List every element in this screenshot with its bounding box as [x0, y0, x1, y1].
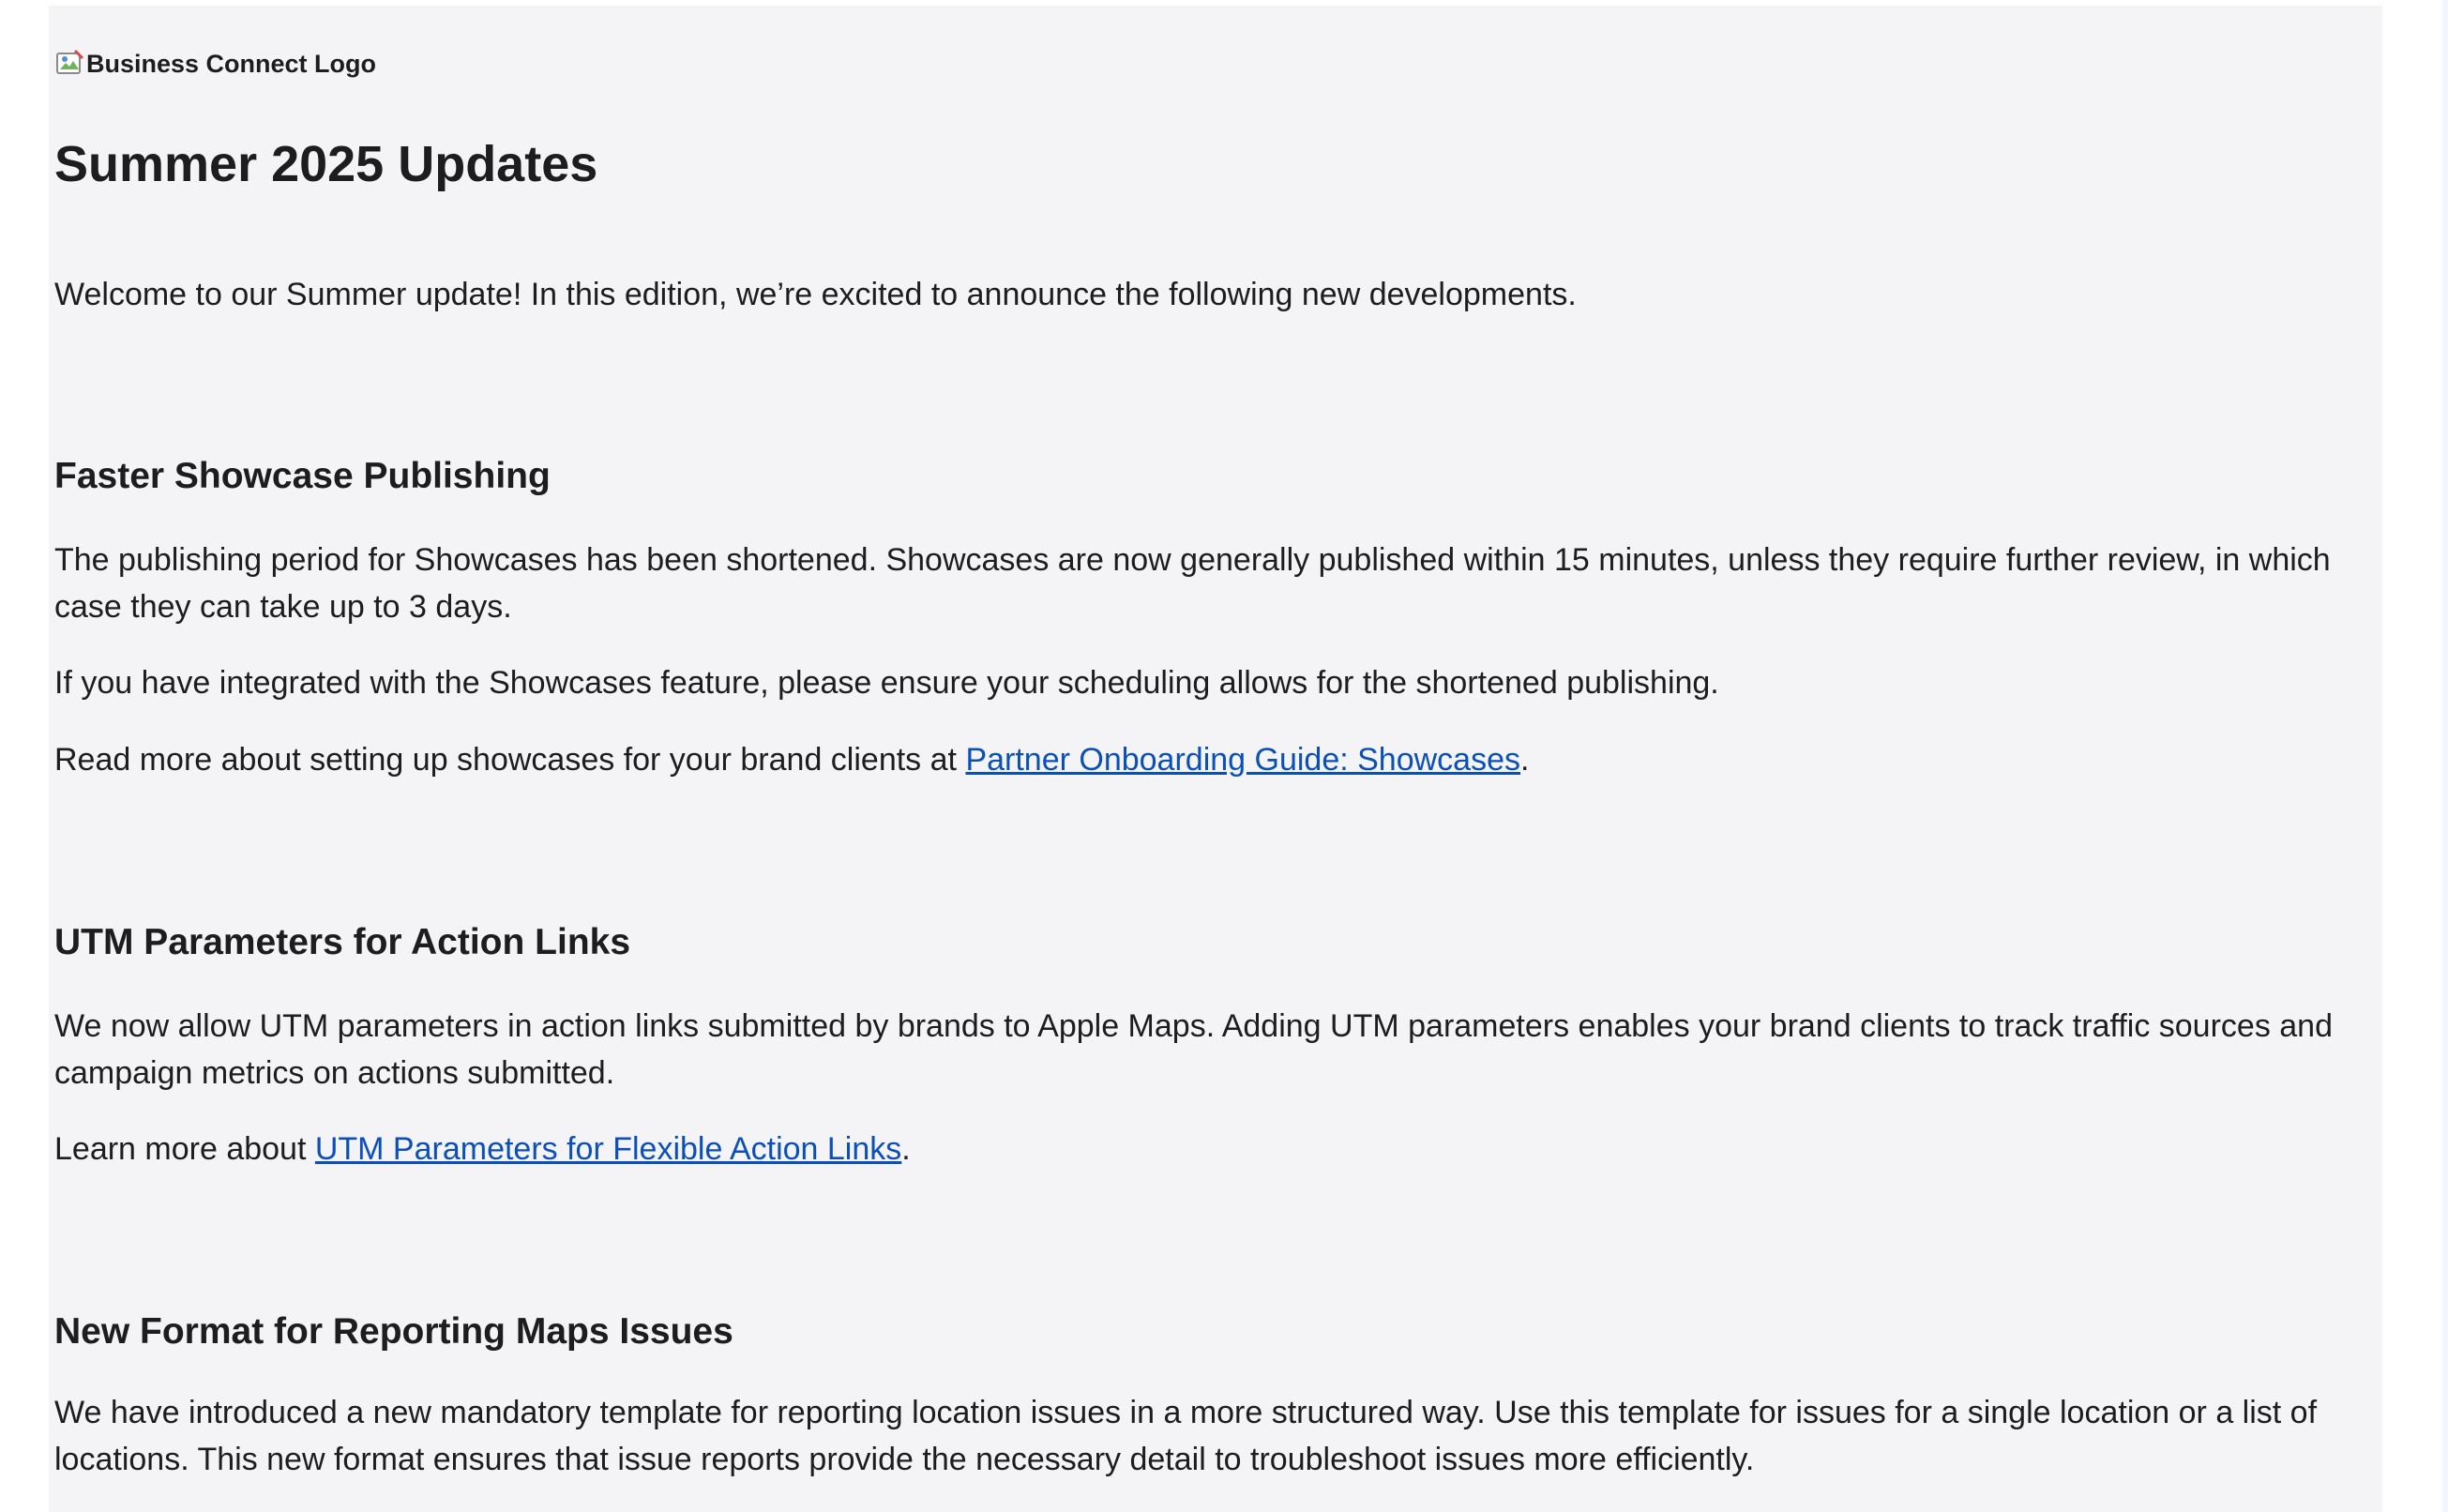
- section-2-paragraph-1: We now allow UTM parameters in action links submitted by brands to Apple Maps. Adding UTM parameters enables your brand clients to track traffic sources and campaign metrics on actions submitted.: [54, 1008, 2333, 1091]
- intro-paragraph: Welcome to our Summer update! In this edition, we’re excited to announce the following new developments.: [54, 277, 1577, 312]
- section-1-paragraph-2: If you have integrated with the Showcases feature, please ensure your scheduling allows for the shortened publishing.: [54, 665, 1719, 701]
- section-2-p2-prefix: Learn more about: [54, 1131, 315, 1167]
- partner-onboarding-guide-showcases-link[interactable]: Partner Onboarding Guide: Showcases: [965, 742, 1521, 778]
- section-title-reporting-maps-issues: New Format for Reporting Maps Issues: [54, 1311, 733, 1352]
- page-title: Summer 2025 Updates: [54, 136, 598, 192]
- broken-image-icon: [54, 49, 84, 79]
- utm-parameters-flexible-action-links-link[interactable]: UTM Parameters for Flexible Action Links: [314, 1131, 902, 1167]
- section-1-p3-suffix: .: [1520, 742, 1530, 778]
- section-title-utm-parameters: UTM Parameters for Action Links: [54, 922, 631, 962]
- section-3-paragraph-1: We have introduced a new mandatory template for reporting location issues in a more structured way. Use this template for issues for a single location or a list of locations. This new format ensures that issue reports provide the necessary detail to troubleshoot issues more efficiently.: [54, 1395, 2318, 1477]
- business-connect-logo: [54, 49, 376, 79]
- scrollbar-track[interactable]: [2442, 0, 2448, 1512]
- section-1-paragraph-3: [54, 736, 2343, 783]
- section-title-faster-showcase-publishing: Faster Showcase Publishing: [54, 456, 551, 496]
- section-2-paragraph-2: [54, 1126, 2343, 1172]
- section-1-paragraph-1: The publishing period for Showcases has been shortened. Showcases are now generally published within 15 minutes, unless they require further review, in which case they can take up to 3 days.: [54, 542, 2331, 625]
- logo-alt-text: Business Connect Logo: [86, 49, 377, 78]
- section-1-p3-prefix: Read more about setting up showcases for your brand clients at: [54, 742, 966, 778]
- section-2-p2-suffix: .: [901, 1131, 911, 1167]
